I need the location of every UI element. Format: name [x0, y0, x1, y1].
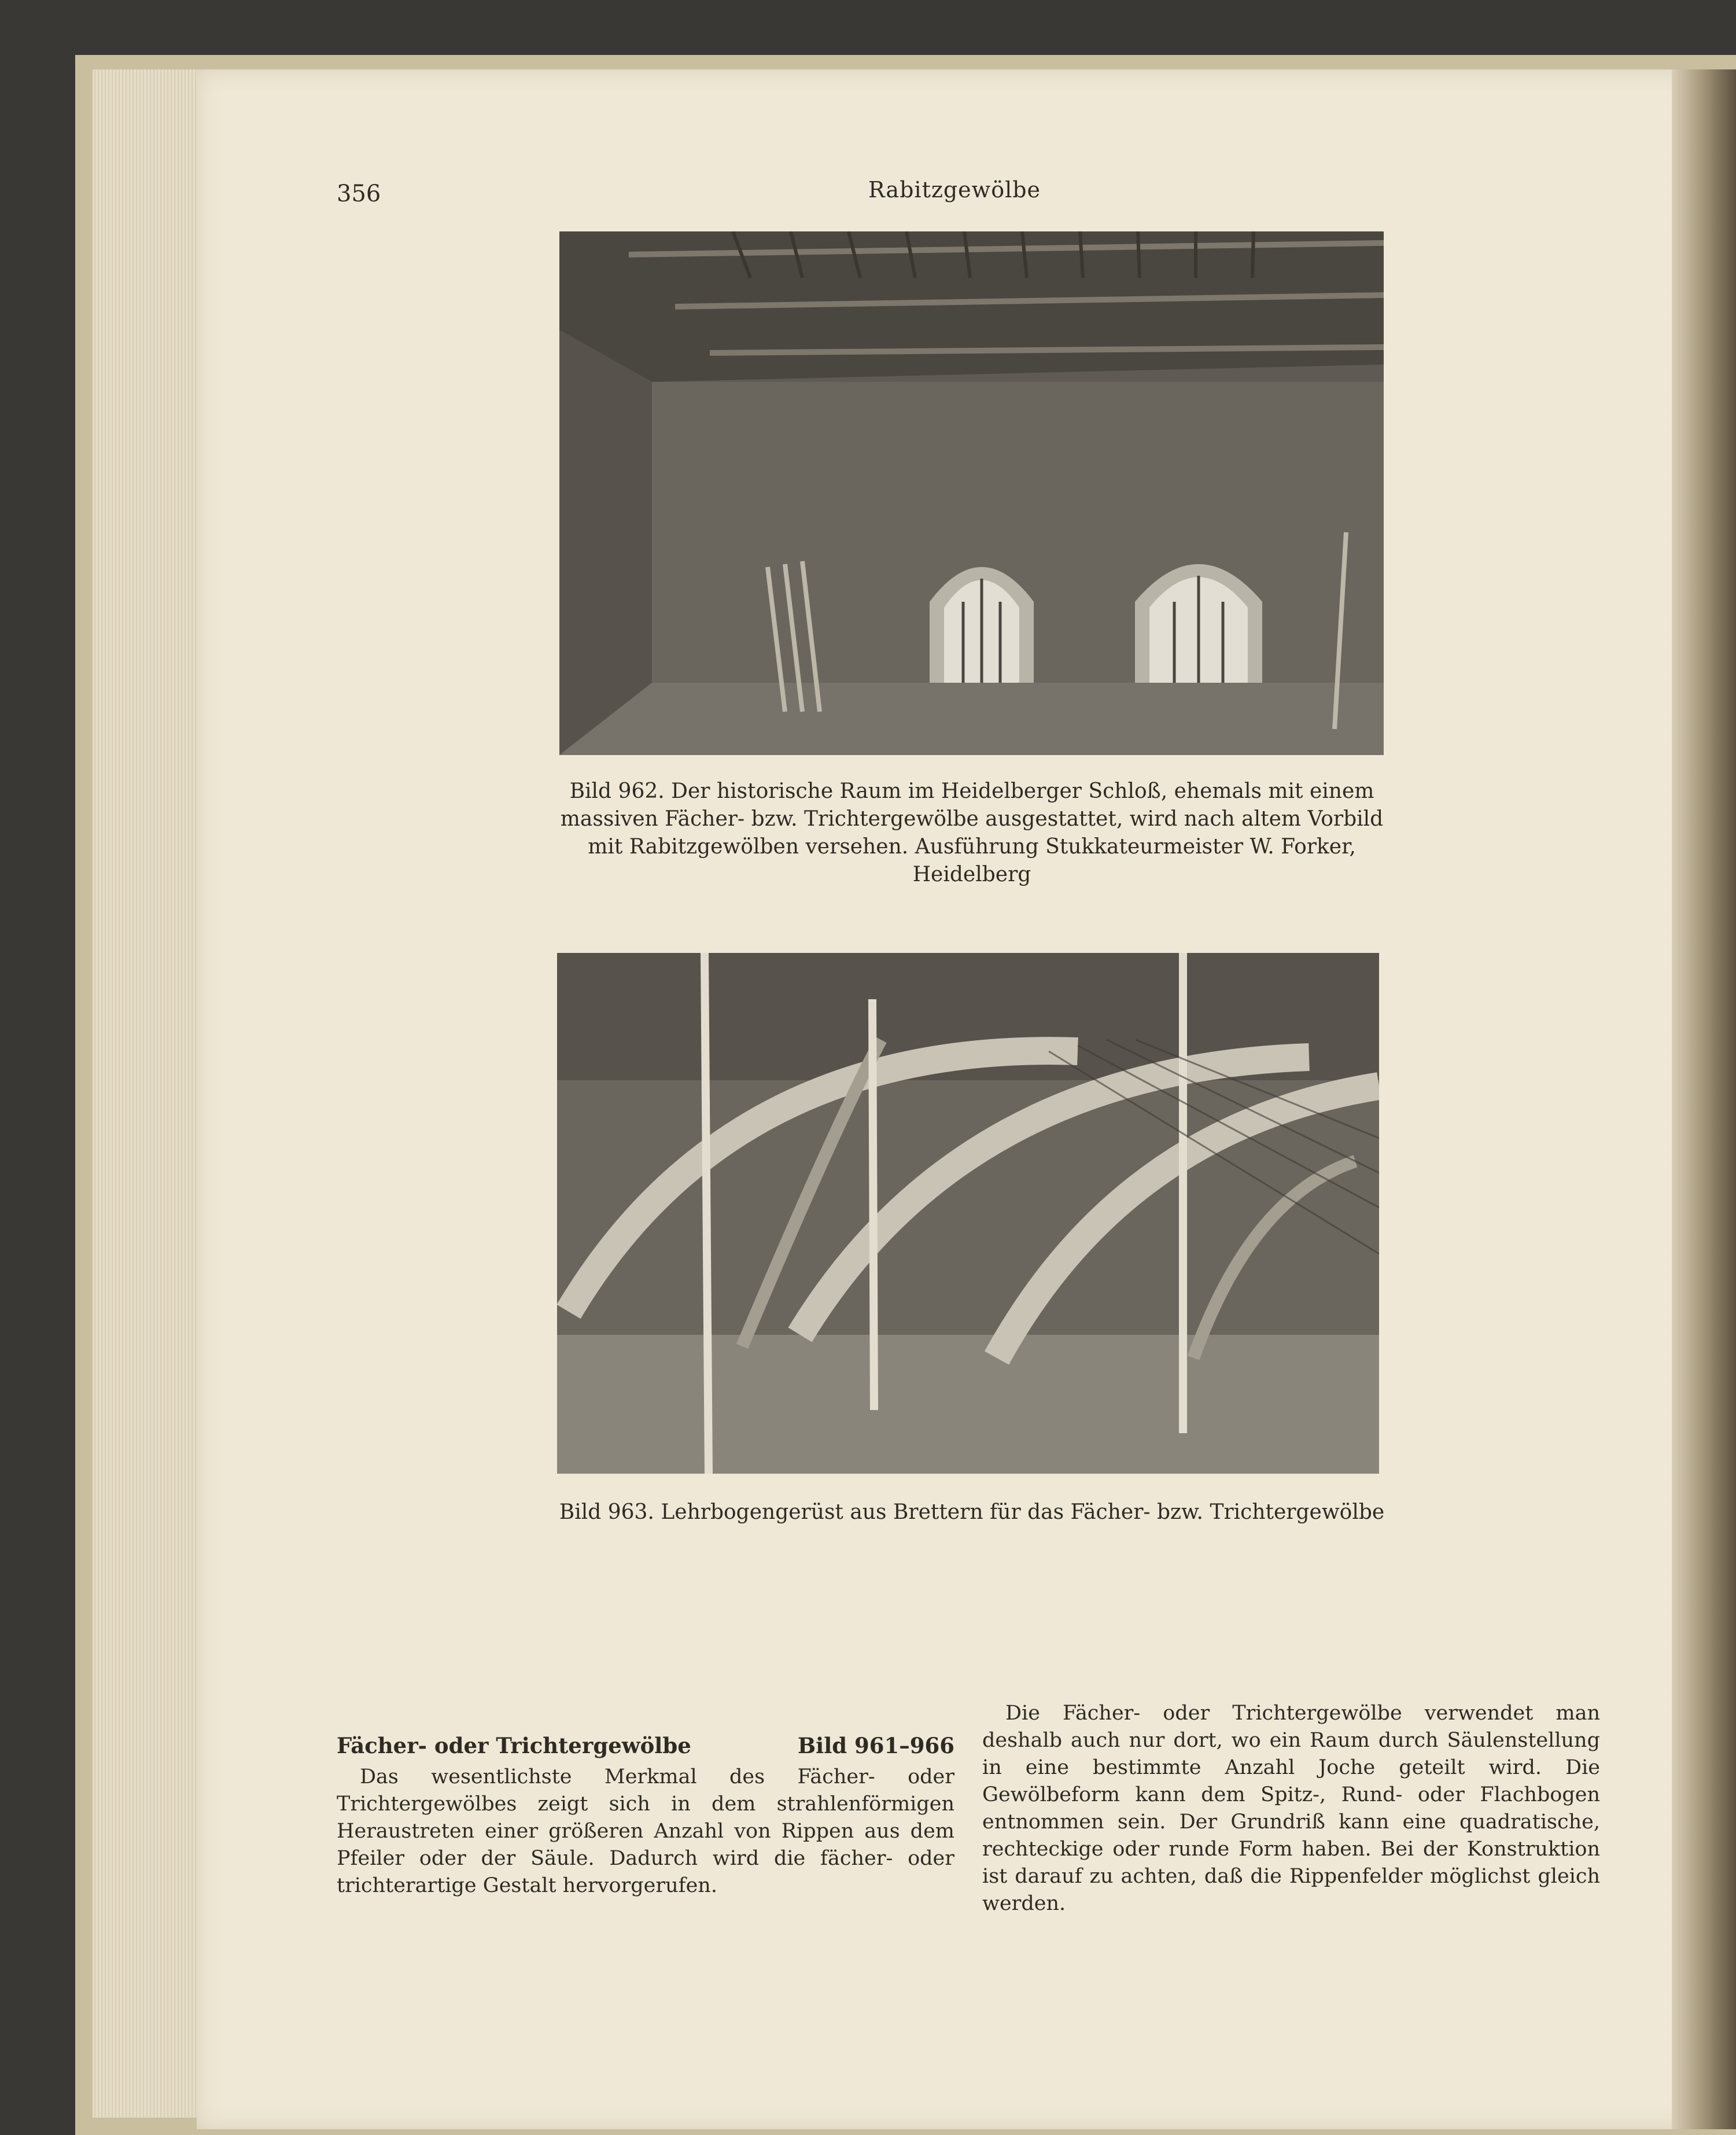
section-figure-ref: Bild 961–966	[797, 1733, 954, 1758]
caption-bild-962: Bild 962. Der historische Raum im Heidelberger Schloß, ehemals mit einem massiven Fächer- bzw. Trichtergewölbe ausgestattet, wird nach altem Vorbild mit Rabitzgewölben versehen. Ausführung Stukkateurmeister W. Forker, Heidelberg	[560, 779, 1384, 886]
photo-formwork	[557, 953, 1379, 1474]
page-number: 356	[337, 181, 381, 207]
section-heading-title: Fächer- oder Trichtergewölbe	[337, 1733, 691, 1758]
book-gutter	[1672, 69, 1736, 2129]
paragraph-right-text: Die Fächer- oder Trichtergewölbe verwendet man deshalb auch nur dort, wo ein Raum durch Säulenstellung in eine bestimmte Anzahl Joche geteilt wird. Die Gewölbeform kann dem Spitz-, Rund- oder Flachbogen entnommen sein. Der Grundriß kann eine quadratische, rechteckige oder runde Form haben. Bei der Konstruktion ist darauf zu achten, daß die Rippenfelder möglichst gleich werden.	[982, 1702, 1600, 1915]
paragraph-right	[982, 1700, 1600, 1917]
caption-bild-963: Bild 963. Lehrbogengerüst aus Brettern für das Fächer- bzw. Trichtergewölbe	[559, 1500, 1385, 1524]
running-head: Rabitzgewölbe	[868, 177, 1041, 203]
page-edges	[93, 69, 208, 2118]
photo-historic-room	[559, 231, 1384, 755]
paragraph-left-text: Das wesentlichste Merkmal des Fächer- oder Trichtergewölbes zeigt sich in dem strahlenförmigen Heraustreten einer größeren Anzahl von Rippen aus dem Pfeiler oder der Säule. Dadurch wird die fächer- oder trichterartige Gestalt hervorgerufen.	[337, 1765, 954, 1897]
section-heading	[337, 1733, 954, 1758]
paragraph-left	[337, 1764, 954, 1900]
